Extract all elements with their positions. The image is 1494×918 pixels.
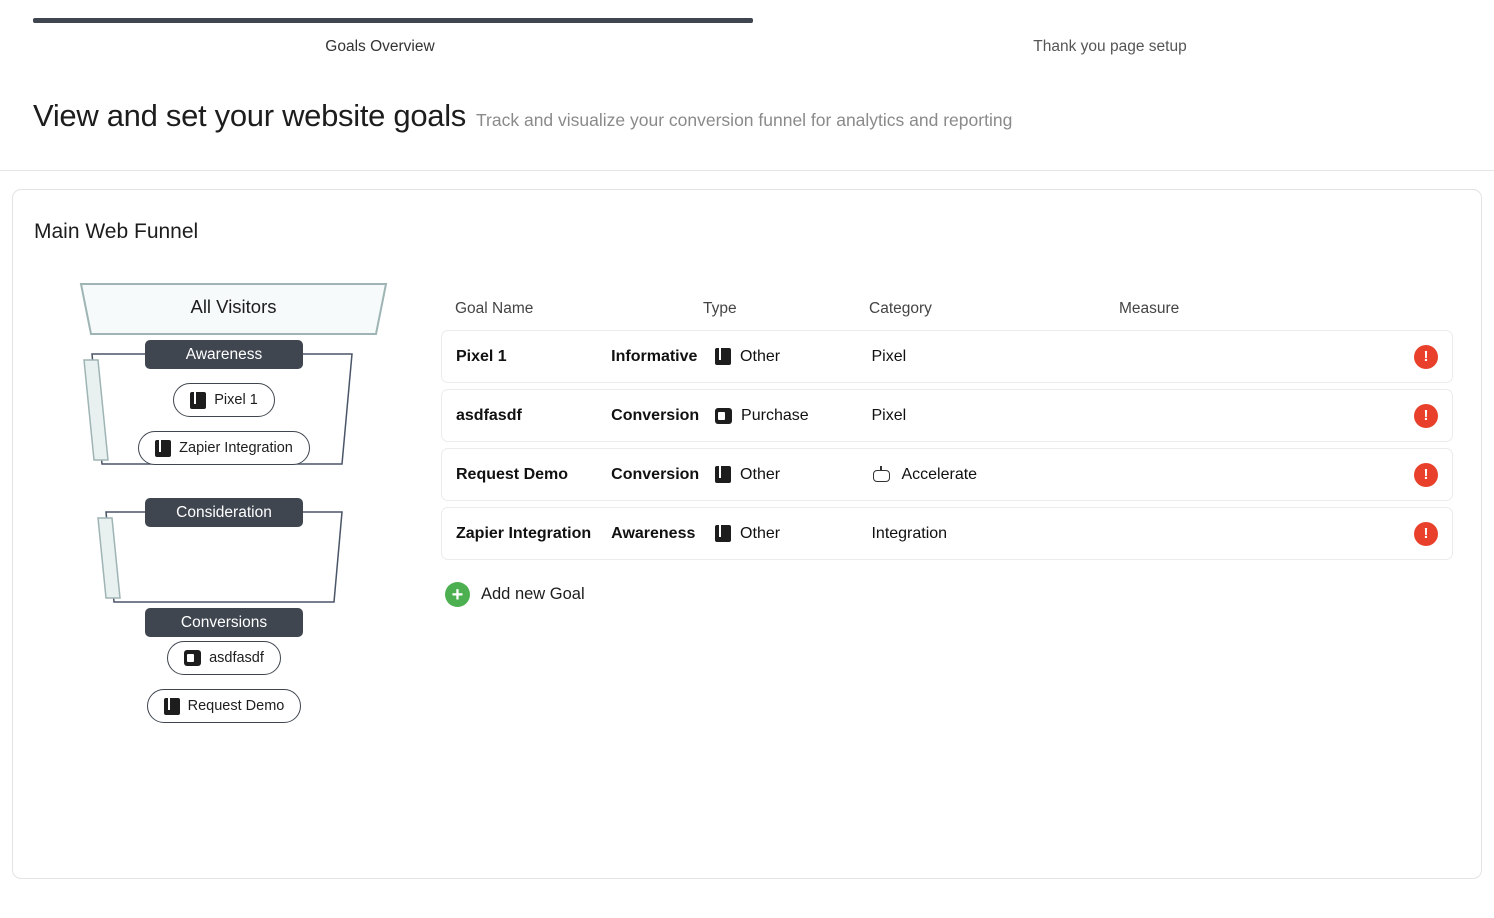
all-visitors-label: All Visitors <box>190 296 277 317</box>
step-thank-you-page-setup[interactable]: Thank you page setup <box>1033 38 1187 55</box>
book-icon <box>164 698 180 715</box>
cell-measure-label: Accelerate <box>901 465 978 483</box>
column-header-measure: Measure <box>1119 300 1180 317</box>
page-title: View and set your website goals <box>33 98 466 133</box>
conversions-item-row-1 <box>74 634 374 682</box>
add-new-goal-label: Add new Goal <box>481 585 585 603</box>
book-icon <box>715 348 731 365</box>
cell-type: Awareness <box>611 524 696 542</box>
page-subtitle: Track and visualize your conversion funnel for analytics and reporting <box>476 110 1013 130</box>
step-goals-overview[interactable]: Goals Overview <box>325 38 435 55</box>
stage-tag-consideration[interactable]: Consideration <box>145 498 303 527</box>
cell-status <box>1006 463 1438 487</box>
cell-goal-name: Zapier Integration <box>456 524 592 542</box>
cell-measure-label: Pixel <box>871 406 907 424</box>
cell-category-label: Purchase <box>741 406 809 424</box>
funnel-item-label: Pixel 1 <box>214 392 258 408</box>
funnel-item-request-demo[interactable] <box>147 689 302 723</box>
conversions-item-row-2 <box>74 682 374 730</box>
status-badge-alert[interactable]: ! <box>1414 404 1438 428</box>
cell-type: Conversion <box>611 406 700 424</box>
funnel-item-label: asdfasdf <box>209 650 264 666</box>
card-icon <box>184 650 201 666</box>
table-row[interactable] <box>441 389 1453 442</box>
cell-type: Informative <box>611 347 698 365</box>
column-header-goal-name: Goal Name <box>455 300 534 317</box>
cell-goal-name: asdfasdf <box>456 406 522 424</box>
funnel-item-label: Zapier Integration <box>179 440 293 456</box>
book-icon <box>190 392 206 409</box>
cell-category <box>715 348 871 366</box>
column-header-category: Category <box>869 300 932 317</box>
table-row[interactable] <box>441 448 1453 501</box>
column-header-type: Type <box>703 300 737 317</box>
book-icon <box>715 525 731 542</box>
status-badge-alert[interactable]: ! <box>1414 345 1438 369</box>
cell-measure <box>871 348 1006 366</box>
book-icon <box>155 440 171 457</box>
column-header-status <box>1334 300 1439 318</box>
cell-type: Conversion <box>611 465 700 483</box>
funnel-card <box>12 189 1482 879</box>
cell-measure <box>871 407 1006 425</box>
cell-measure-label: Integration <box>871 524 948 542</box>
step-label-row <box>0 38 1494 56</box>
cell-category-label: Other <box>740 347 781 365</box>
cell-category-label: Other <box>740 465 781 483</box>
funnel-diagram <box>34 278 414 740</box>
cell-goal-name: Pixel 1 <box>456 347 507 365</box>
cell-status <box>1006 404 1438 428</box>
funnel-item-asdfasdf[interactable] <box>167 641 281 675</box>
stage-tag-awareness[interactable]: Awareness <box>145 340 303 369</box>
funnel-stage-awareness <box>34 340 414 482</box>
cell-category <box>715 525 871 543</box>
table-row[interactable] <box>441 507 1453 560</box>
status-badge-alert[interactable]: ! <box>1414 463 1438 487</box>
book-icon <box>715 466 731 483</box>
cell-measure-label: Pixel <box>871 347 907 365</box>
card-title: Main Web Funnel <box>34 220 199 243</box>
stage-tag-conversions[interactable]: Conversions <box>145 608 303 637</box>
step-progress-track <box>33 18 753 23</box>
status-badge-alert[interactable]: ! <box>1414 522 1438 546</box>
robot-icon <box>871 466 892 483</box>
funnel-stage-conversions <box>34 608 414 740</box>
funnel-item-zapier-integration[interactable] <box>138 431 310 465</box>
plus-icon: + <box>445 582 470 607</box>
cell-category <box>715 466 871 484</box>
add-new-goal-button[interactable] <box>441 582 1453 607</box>
goals-table <box>441 300 1453 607</box>
cell-status <box>1006 522 1438 546</box>
funnel-stage-all-visitors[interactable] <box>34 278 414 336</box>
table-row[interactable] <box>441 330 1453 383</box>
stage-body-conversions <box>74 622 374 740</box>
funnel-stage-consideration <box>34 498 414 612</box>
stage-body-awareness <box>74 354 374 482</box>
card-icon <box>715 408 732 424</box>
funnel-item-label: Request Demo <box>187 698 285 714</box>
cell-measure <box>871 525 1006 543</box>
header-divider <box>0 170 1494 171</box>
wizard-step-bar <box>0 0 1494 74</box>
page-header <box>0 74 1494 134</box>
table-header-row <box>441 300 1453 330</box>
cell-measure <box>871 466 1006 484</box>
cell-goal-name: Request Demo <box>456 465 569 483</box>
cell-status <box>1006 345 1438 369</box>
stage-body-consideration <box>74 512 374 612</box>
funnel-item-pixel-1[interactable] <box>173 383 275 417</box>
cell-category-label: Other <box>740 524 781 542</box>
cell-category <box>715 407 871 425</box>
